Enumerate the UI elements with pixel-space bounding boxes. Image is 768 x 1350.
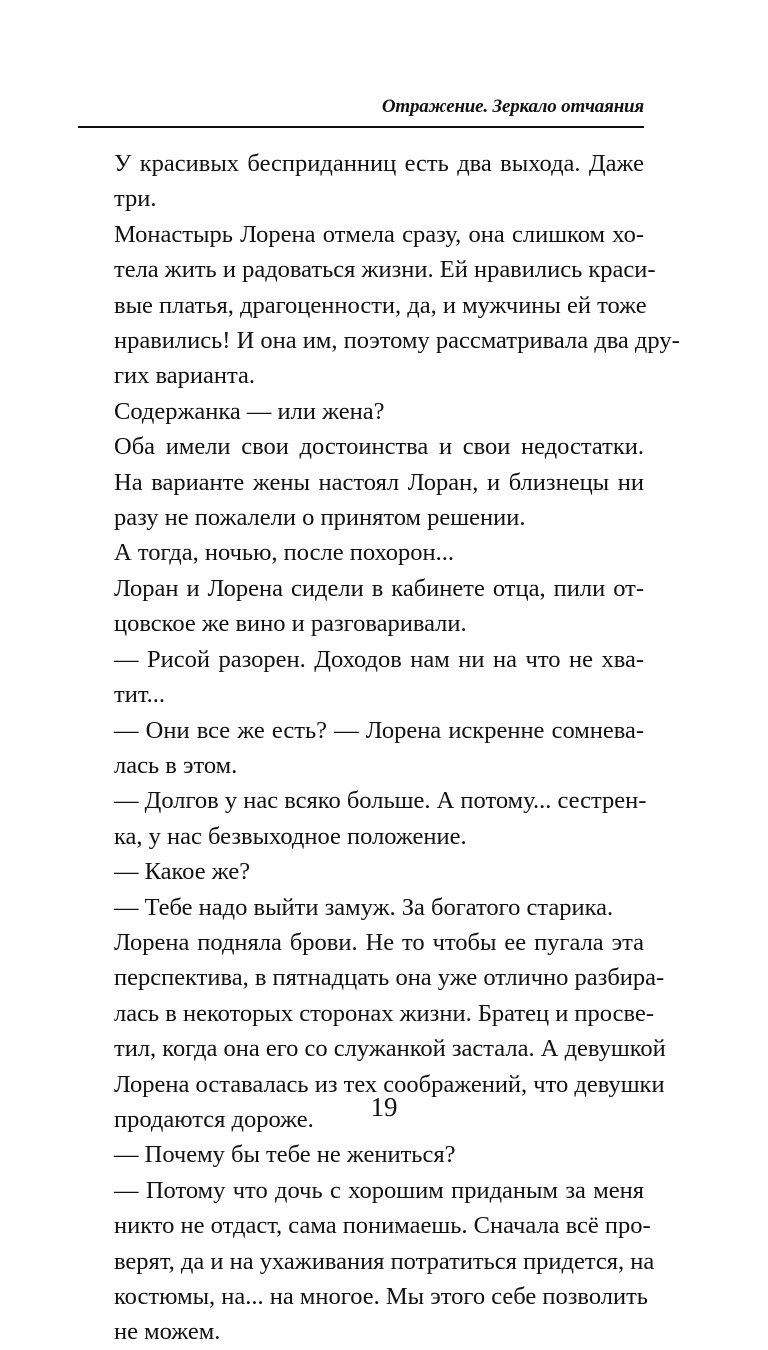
page-number: 19: [370, 1092, 398, 1122]
paragraph: [82, 429, 644, 535]
header-rule: [78, 126, 644, 128]
paragraph: [82, 713, 644, 784]
paragraph: [82, 890, 644, 925]
text-line: три.: [114, 185, 157, 213]
text-line: Лорена оставалась из тех соображений, что девушки: [114, 1070, 665, 1098]
paragraph: [82, 571, 644, 642]
text-line: верят, да и на ухаживания потратиться придется, на: [114, 1247, 655, 1275]
text-line: вые платья, драгоценности, да, и мужчины ей тоже: [114, 291, 647, 319]
text-line: гих варианта.: [114, 362, 256, 390]
paragraph: [82, 535, 644, 570]
text-line: Лоран и Лорена сидели в кабинете отца, пили от-: [114, 574, 644, 602]
paragraph: [82, 146, 644, 217]
text-line: Лорена подняла брови. Не то чтобы ее пугала эта: [114, 928, 644, 956]
text-line: Монастырь Лорена отмела сразу, она слишком хо-: [114, 220, 644, 248]
text-line: перспектива, в пятнадцать она уже отлично разбира-: [114, 964, 665, 992]
text-line: костюмы, на... на многое. Мы этого себе позволить: [114, 1283, 648, 1310]
text-line: никто не отдаст, сама понимаешь. Сначала всё про-: [114, 1212, 651, 1240]
paragraph: [82, 217, 680, 394]
paragraph: [82, 783, 647, 854]
text-line: — Потому что дочь с хорошим приданым за меня: [114, 1176, 644, 1204]
text-line: — Какое же?: [114, 858, 251, 886]
text-line: — Они все же есть? — Лорена искренне сомнева-: [114, 716, 644, 744]
text-line: продаются дороже.: [114, 1105, 314, 1133]
text-line: цовское же вино и разговаривали.: [114, 610, 467, 638]
text-line: — Тебе надо выйти замуж. За богатого старика.: [114, 893, 614, 921]
text-line: не можем.: [114, 1318, 221, 1346]
text-line: — Почему бы тебе не жениться?: [114, 1141, 456, 1169]
text-line: тил, когда она его со служанкой застала. А девушкой: [114, 1035, 666, 1063]
text-line: лась в этом.: [114, 751, 238, 779]
text-line: Оба имели свои достоинства и свои недостатки.: [114, 433, 644, 461]
text-line: лась в некоторых сторонах жизни. Братец и просве-: [114, 999, 654, 1027]
text-line: разу не пожалели о принятом решении.: [114, 504, 526, 532]
text-line: тела жить и радоваться жизни. Ей нравились краси-: [114, 256, 656, 284]
paragraph: [82, 394, 644, 429]
text-line: ка, у нас безвыходное положение.: [114, 822, 467, 850]
text-line: У красивых бесприданниц есть два выхода. Даже: [114, 150, 644, 177]
paragraph: [82, 642, 644, 713]
running-title: Отражение. Зеркало отчаяния: [381, 96, 644, 117]
text-line: — Рисой разорен. Доходов нам ни на что не хва-: [114, 645, 644, 673]
paragraph: [82, 854, 644, 889]
text-line: А тогда, ночью, после похорон...: [114, 539, 455, 567]
paragraph: [82, 1137, 644, 1172]
text-line: тит...: [114, 681, 166, 709]
paragraph: [82, 1173, 655, 1350]
text-line: — Долгов у нас всяко больше. А потому... сестрен-: [114, 787, 647, 815]
body-text: [82, 146, 680, 1350]
text-line: Содержанка — или жена?: [114, 397, 385, 425]
text-line: На варианте жены настоял Лоран, и близнецы ни: [114, 468, 644, 496]
text-line: нравились! И она им, поэтому рассматривала два дру-: [114, 327, 680, 355]
